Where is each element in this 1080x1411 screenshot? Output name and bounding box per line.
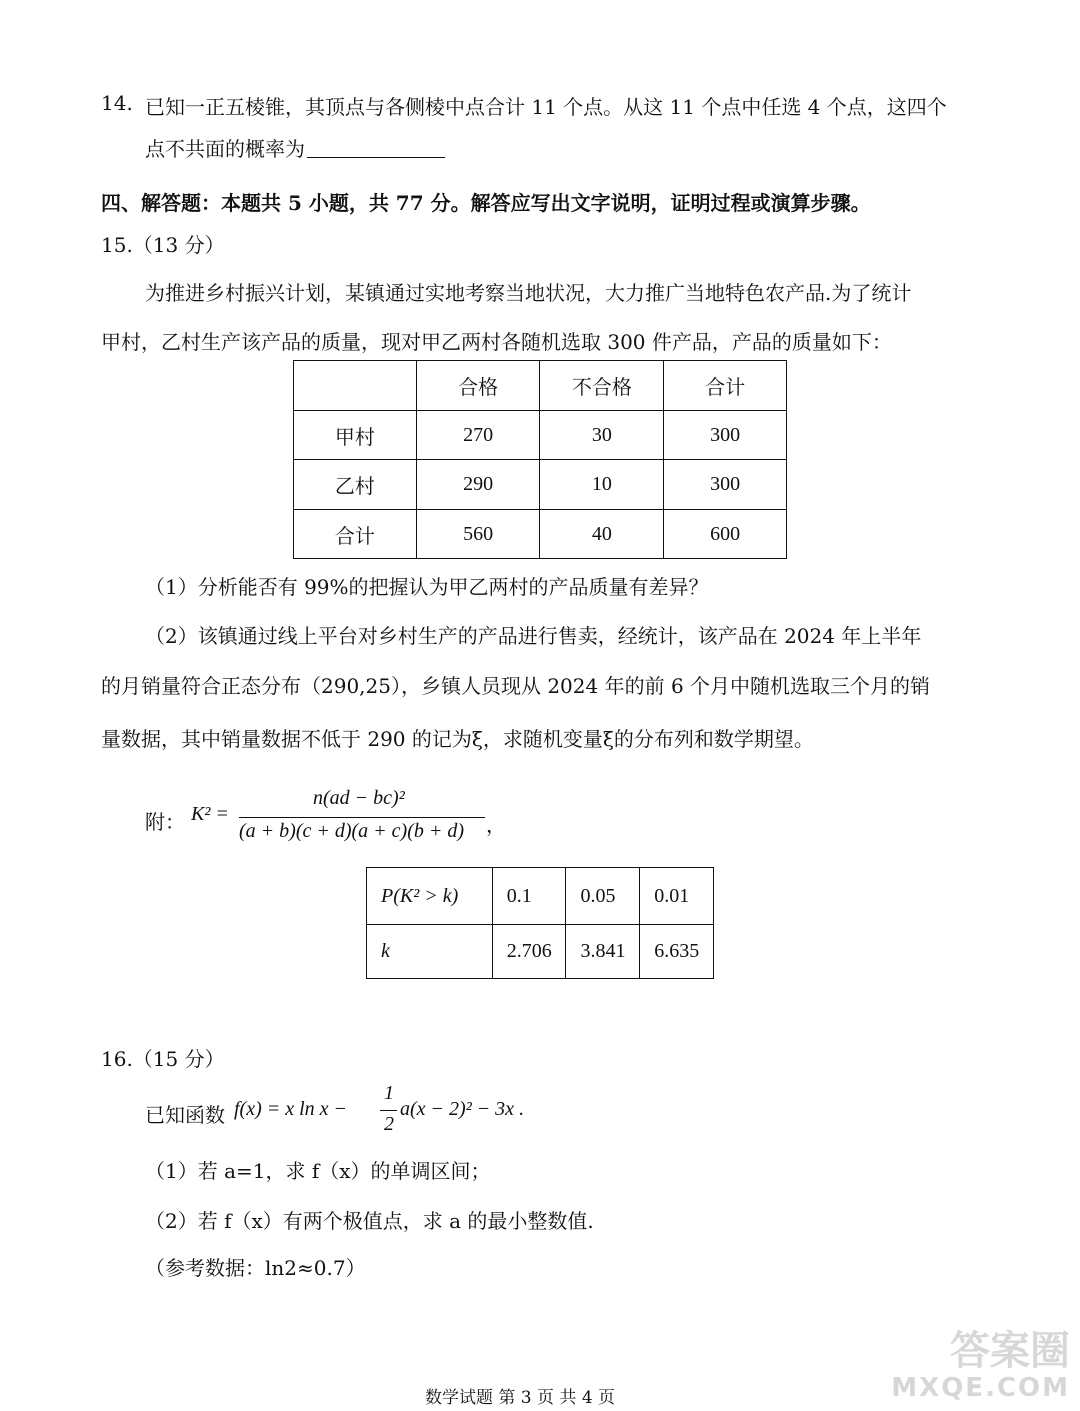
table-cell: 600 bbox=[664, 510, 787, 559]
q15-part1: （1）分析能否有 99%的把握认为甲乙两村的产品质量有差异？ bbox=[145, 575, 709, 599]
q16-part2: （2）若 f（x）有两个极值点，求 a 的最小整数值. bbox=[145, 1209, 594, 1233]
table-row bbox=[294, 510, 787, 559]
q14-text-line2 bbox=[145, 133, 445, 162]
table-cell: 合计 bbox=[294, 510, 417, 559]
q16-part1: （1）若 a=1，求 f（x）的单调区间； bbox=[145, 1159, 491, 1183]
formula-denominator: (a + b)(c + d)(a + c)(b + d) bbox=[239, 820, 465, 842]
table-row bbox=[367, 925, 714, 979]
table-header-cell: 不合格 bbox=[540, 361, 664, 411]
table-cell: 6.635 bbox=[640, 925, 714, 979]
fraction-numerator: 1 bbox=[384, 1082, 394, 1104]
answer-blank bbox=[307, 137, 445, 158]
section-heading: 四、解答题：本题共 5 小题，共 77 分。解答应写出文字说明，证明过程或演算步骤。 bbox=[101, 191, 871, 215]
function-lhs: f(x) = x ln x − bbox=[234, 1098, 348, 1120]
table-row bbox=[294, 460, 787, 510]
table-cell: 0.01 bbox=[640, 868, 714, 925]
table-header-row bbox=[294, 361, 787, 411]
table-cell: 40 bbox=[540, 510, 664, 559]
table-header-cell: 合计 bbox=[664, 361, 787, 411]
table-cell: 270 bbox=[416, 411, 540, 460]
formula-comma: ， bbox=[486, 813, 506, 837]
appendix-label: 附： bbox=[145, 810, 185, 834]
table-cell: 300 bbox=[664, 460, 787, 510]
q15-header: 15.（13 分） bbox=[101, 233, 225, 257]
table-cell: 2.706 bbox=[492, 925, 566, 979]
q15-intro-line2: 甲村，乙村生产该产品的质量，现对甲乙两村各随机选取 300 件产品，产品的质量如下： bbox=[101, 330, 892, 354]
q15-part2-line3: 量数据，其中销量数据不低于 290 的记为ξ，求随机变量ξ的分布列和数学期望。 bbox=[101, 727, 814, 751]
table-cell: P(K² > k) bbox=[367, 868, 493, 925]
q16-intro: 已知函数 bbox=[145, 1103, 225, 1127]
formula-numerator: n(ad − bc)² bbox=[313, 787, 405, 809]
table-header-cell bbox=[294, 361, 417, 411]
watermark-logo: 答案圈 bbox=[950, 1328, 1070, 1374]
function-rhs: a(x − 2)² − 3x . bbox=[400, 1098, 525, 1120]
q15-intro-line1: 为推进乡村振兴计划，某镇通过实地考察当地状况，大力推广当地特色农产品.为了统计 bbox=[145, 281, 912, 305]
q15-part2-line1: （2）该镇通过线上平台对乡村生产的产品进行售卖，经统计，该产品在 2024 年上半年 bbox=[145, 624, 922, 648]
formula-lhs: K² = bbox=[191, 803, 229, 825]
q14-text-line1: 已知一正五棱锥，其顶点与各侧棱中点合计 11 个点。从这 11 个点中任选 4 个点，这四个 bbox=[145, 95, 947, 119]
q16-header: 16.（15 分） bbox=[101, 1047, 225, 1071]
watermark bbox=[891, 1329, 1070, 1403]
chi-square-table bbox=[366, 867, 714, 979]
page-footer: 数学试题 第 3 页 共 4 页 bbox=[425, 1388, 616, 1408]
table-cell: k bbox=[367, 925, 493, 979]
table-row bbox=[294, 411, 787, 460]
quality-table bbox=[293, 360, 787, 559]
watermark-url: MXQE.COM bbox=[891, 1373, 1070, 1403]
table-header-cell: 合格 bbox=[416, 361, 540, 411]
table-cell: 300 bbox=[664, 411, 787, 460]
fraction-bar bbox=[380, 1110, 397, 1111]
table-cell: 甲村 bbox=[294, 411, 417, 460]
table-cell: 560 bbox=[416, 510, 540, 559]
table-row bbox=[367, 868, 714, 925]
q14-line2-text: 点不共面的概率为 bbox=[145, 137, 305, 161]
q14-number: 14. bbox=[101, 91, 133, 115]
table-cell: 0.1 bbox=[492, 868, 566, 925]
q16-reference: （参考数据：ln2≈0.7） bbox=[145, 1256, 366, 1280]
table-cell: 290 bbox=[416, 460, 540, 510]
table-cell: 乙村 bbox=[294, 460, 417, 510]
table-cell: 10 bbox=[540, 460, 664, 510]
table-cell: 30 bbox=[540, 411, 664, 460]
fraction-denominator: 2 bbox=[384, 1113, 394, 1135]
q15-part2-line2: 的月销量符合正态分布（290,25），乡镇人员现从 2024 年的前 6 个月中随机选取三个月的销 bbox=[101, 674, 931, 698]
table-cell: 3.841 bbox=[566, 925, 640, 979]
fraction-bar bbox=[239, 817, 485, 818]
table-cell: 0.05 bbox=[566, 868, 640, 925]
